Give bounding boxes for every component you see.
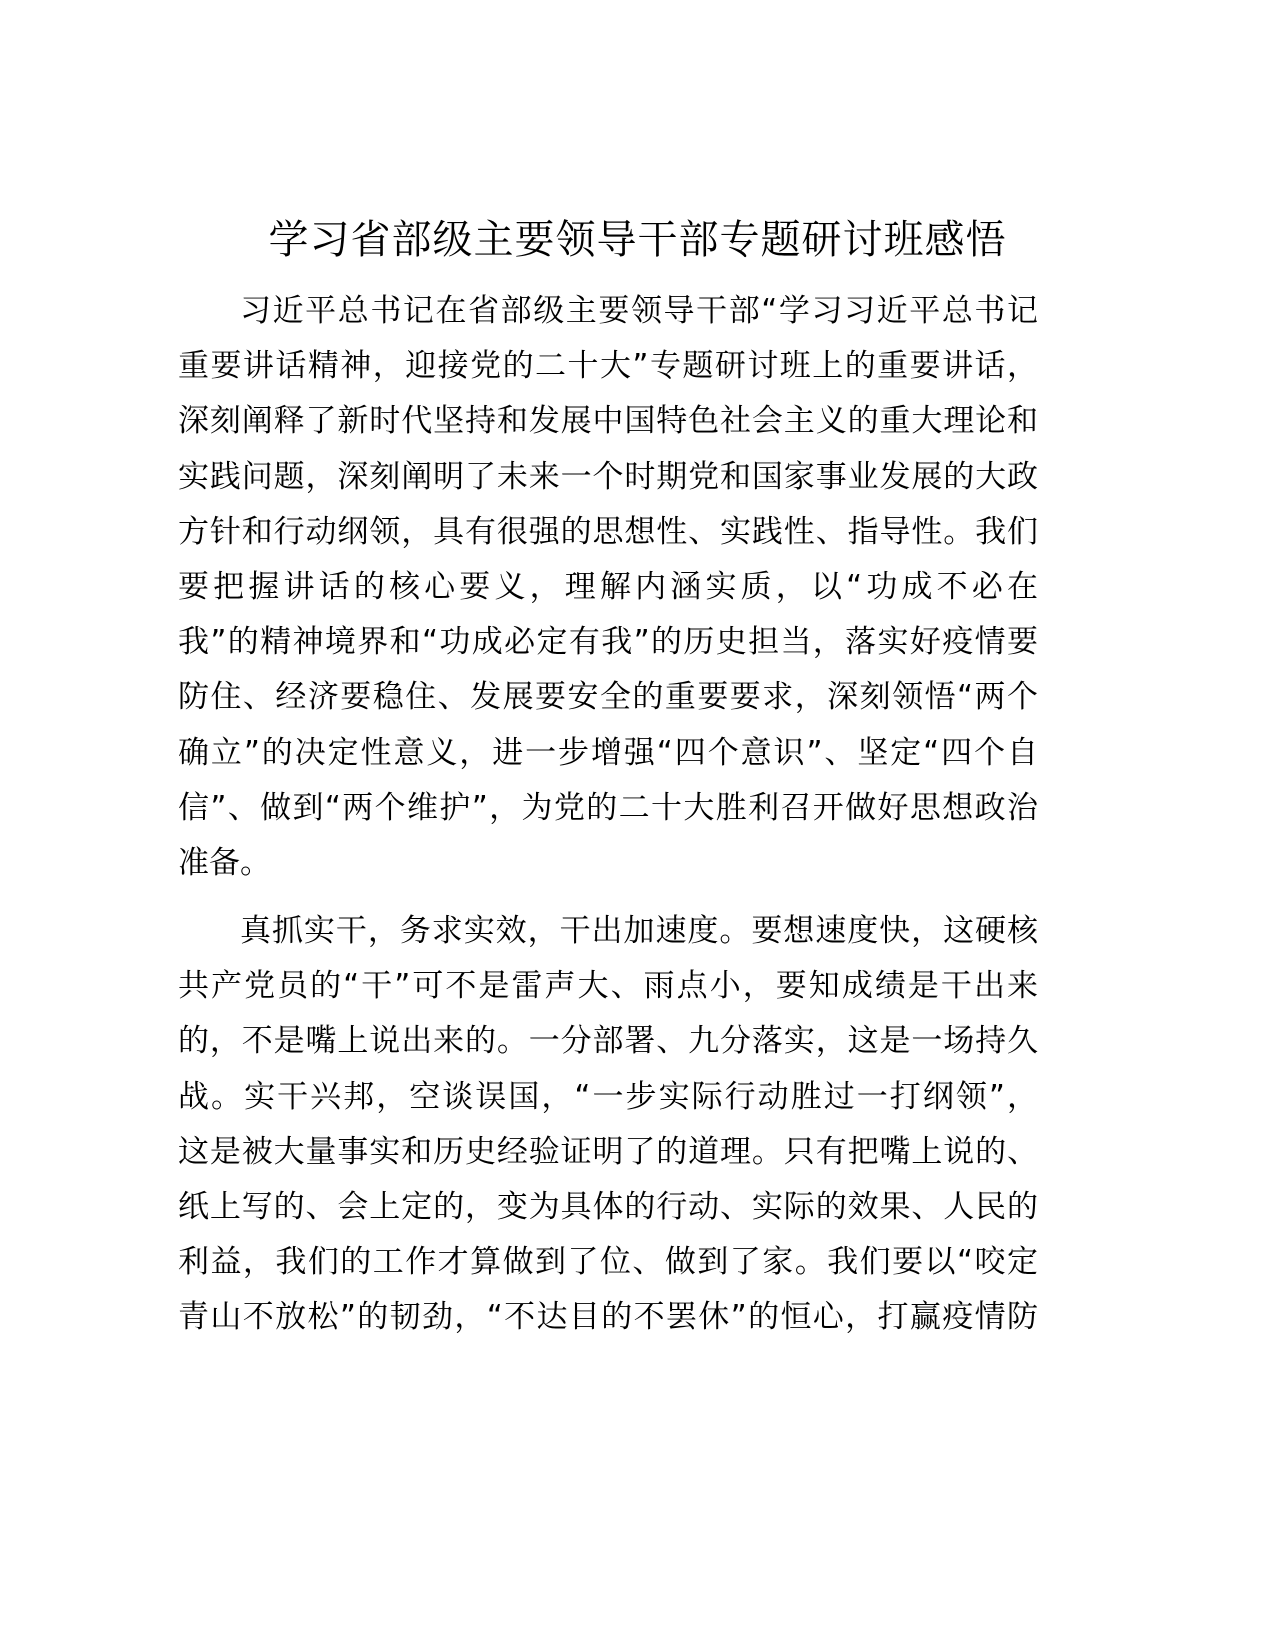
text-line: 青山不放松”的韧劲，“不达目的不罢休”的恒心，打赢疫情防 [178,1299,1038,1336]
text-line: 确立”的决定性意义，进一步增强“四个意识”、坚定“四个自 [178,734,1038,771]
text-line: 的，不是嘴上说出来的。一分部署、九分落实，这是一场持久 [178,1023,1038,1060]
text-line: 这是被大量事实和历史经验证明了的道理。只有把嘴上说的、 [178,1133,1038,1170]
text-line: 我”的精神境界和“功成必定有我”的历史担当，落实好疫情要 [178,624,1038,661]
text-line: 准备。 [178,844,271,881]
text-line: 实践问题，深刻阐明了未来一个时期党和国家事业发展的大政 [178,458,1038,495]
text-line: 利益，我们的工作才算做到了位、做到了家。我们要以“咬定 [178,1244,1038,1281]
paragraph-2 [178,904,1038,1346]
document-title: 学习省部级主要领导干部专题研讨班感悟 [268,217,1007,263]
text-line: 防住、经济要稳住、发展要安全的重要要求，深刻领悟“两个 [178,679,1038,716]
text-line: 共产党员的“干”可不是雷声大、雨点小，要知成绩是干出来 [178,968,1038,1005]
paragraph-1 [178,284,1038,891]
text-line: 方针和行动纲领，具有很强的思想性、实践性、指导性。我们 [178,513,1038,550]
text-line: 真抓实干，务求实效，干出加速度。要想速度快，这硬核 [240,913,1038,949]
text-line: 信”、做到“两个维护”，为党的二十大胜利召开做好思想政治 [178,789,1038,826]
text-line: 深刻阐释了新时代坚持和发展中国特色社会主义的重大理论和 [178,403,1038,440]
text-line: 战。实干兴邦，空谈误国，“一步实际行动胜过一打纲领”， [178,1078,1038,1115]
text-line: 习近平总书记在省部级主要领导干部“学习习近平总书记 [240,293,1038,329]
text-line: 纸上写的、会上定的，变为具体的行动、实际的效果、人民的 [178,1188,1038,1225]
text-line: 要把握讲话的核心要义，理解内涵实质，以“功成不必在 [178,568,1038,605]
text-line: 重要讲话精神，迎接党的二十大”专题研讨班上的重要讲话， [178,348,1038,385]
